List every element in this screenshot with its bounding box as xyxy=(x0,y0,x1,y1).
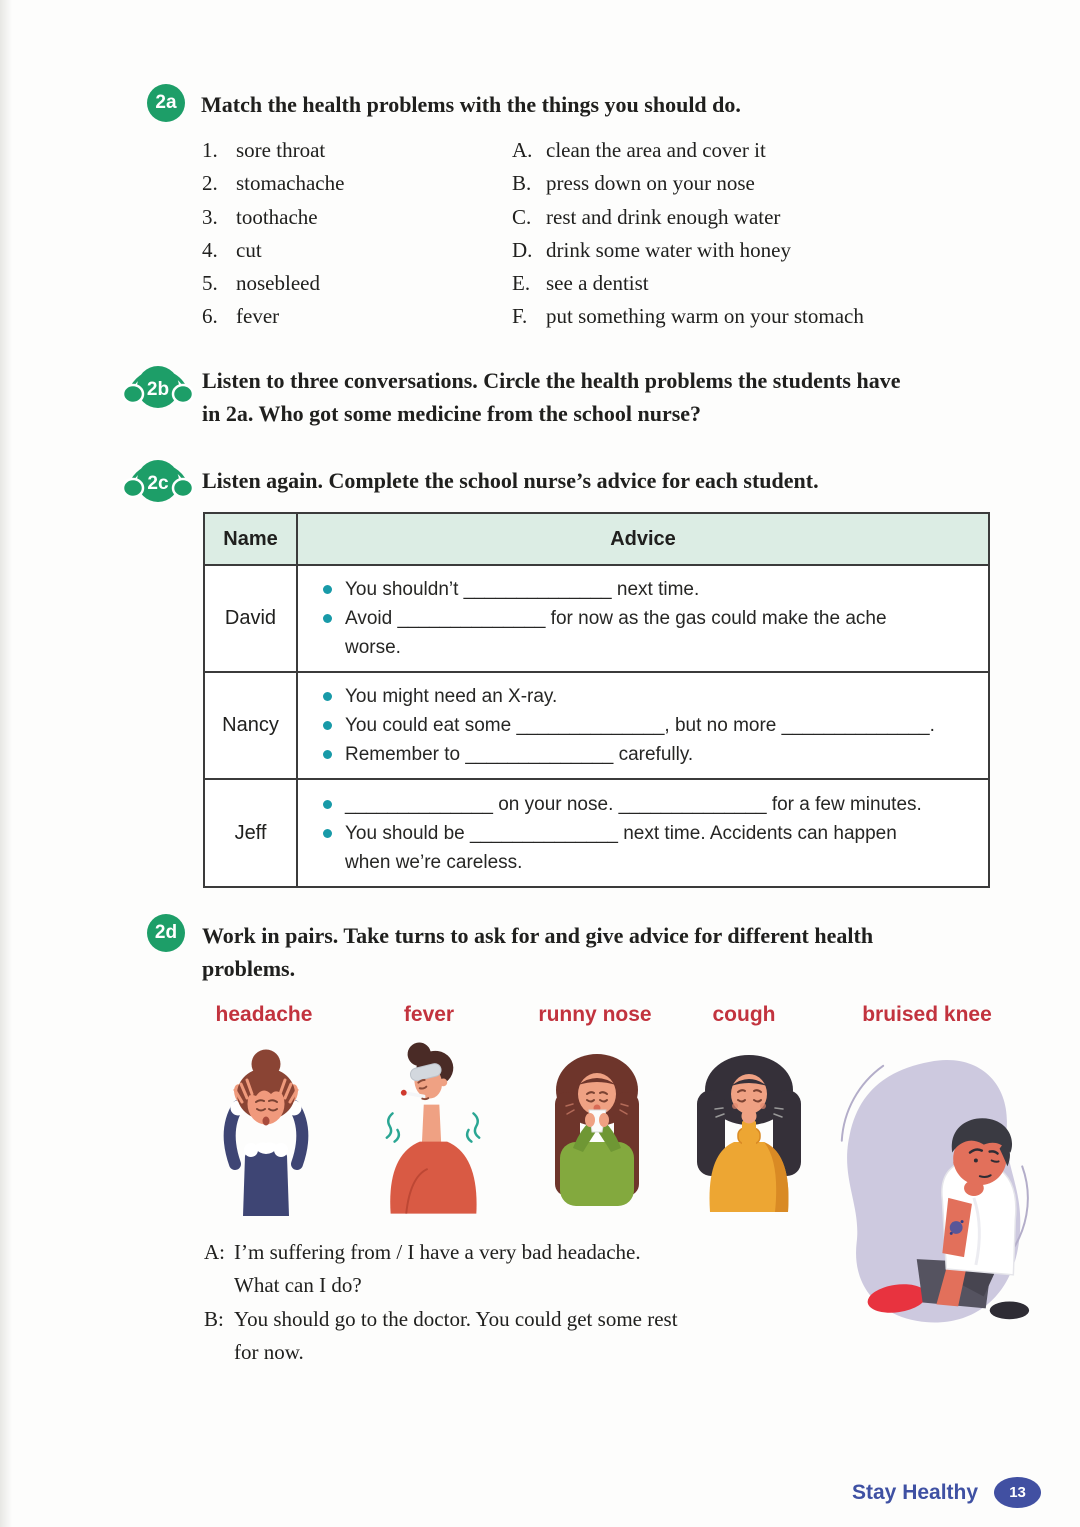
action-letter: D. xyxy=(512,237,533,262)
title-line: problems. xyxy=(202,956,296,981)
advice-line: Avoid ______________ for now as the gas could make the ache xyxy=(345,608,887,629)
bullet-dot-icon xyxy=(323,800,332,809)
advice-line: You could eat some ______________, but no more ______________. xyxy=(345,715,935,736)
bullet-dot-icon xyxy=(323,829,332,838)
section-2b-title xyxy=(202,364,992,430)
action-letter: A. xyxy=(512,138,533,162)
name-column-header: Name xyxy=(205,514,298,564)
cough-illustration xyxy=(690,1050,808,1212)
runny-nose-illustration xyxy=(543,1048,651,1210)
problem-item xyxy=(202,134,344,167)
section-badge-2d: 2d xyxy=(147,914,185,952)
dialogue-entry xyxy=(204,1303,854,1370)
dialogue-line: I’m suffering from / I have a very bad headache. xyxy=(234,1240,641,1264)
advice-text xyxy=(345,740,693,769)
student-name: Jeff xyxy=(205,780,298,886)
table-header-row xyxy=(205,514,988,564)
section-badge-2a: 2a xyxy=(147,84,185,122)
problem-number: 2. xyxy=(202,171,218,196)
table-row xyxy=(205,564,988,671)
action-text: rest and drink enough water xyxy=(546,204,781,229)
action-text: put something warm on your stomach xyxy=(546,304,864,329)
advice-text xyxy=(345,682,557,711)
advice-options-list xyxy=(512,134,864,334)
advice-text xyxy=(345,790,922,819)
advice-column-header: Advice xyxy=(610,527,676,550)
advice-text xyxy=(345,604,887,662)
advice-line: Remember to ______________ carefully. xyxy=(345,744,694,765)
action-letter: B. xyxy=(512,171,532,196)
label-fever: fever xyxy=(403,1003,455,1026)
problem-item xyxy=(202,300,344,333)
problem-text: cut xyxy=(236,237,262,262)
problem-item xyxy=(202,167,344,200)
bullet-dot-icon xyxy=(323,692,332,701)
advice-line: when we’re careless. xyxy=(345,851,523,873)
page-number-badge: 13 xyxy=(994,1477,1041,1508)
action-letter: E. xyxy=(512,271,531,296)
advice-item xyxy=(320,740,974,769)
nurse-advice-table xyxy=(203,512,990,888)
dialogue-entry xyxy=(204,1236,854,1303)
action-item xyxy=(512,134,864,167)
advice-item xyxy=(320,575,974,604)
advice-line: You might need an X-ray. xyxy=(345,686,558,707)
speaker-label: B: xyxy=(204,1306,224,1331)
advice-text xyxy=(345,711,935,740)
health-problems-list xyxy=(202,134,344,334)
advice-item xyxy=(320,790,974,819)
advice-item xyxy=(320,711,974,740)
advice-line: worse. xyxy=(345,637,401,658)
title-line: Listen to three conversations. Circle the health problems the students have xyxy=(202,368,901,393)
problem-number: 5. xyxy=(202,271,218,296)
action-item xyxy=(512,201,864,234)
section-2d-title xyxy=(202,919,982,985)
advice-text xyxy=(345,819,897,877)
problem-item xyxy=(202,201,344,234)
problem-text: stomachache xyxy=(236,171,345,196)
example-dialogue xyxy=(204,1236,854,1370)
advice-cell xyxy=(298,780,988,886)
action-letter: C. xyxy=(512,204,532,229)
problem-number: 1. xyxy=(202,138,218,162)
action-item xyxy=(512,167,864,200)
advice-item xyxy=(320,682,974,711)
label-bruised-knee: bruised knee xyxy=(862,1003,992,1026)
table-row xyxy=(205,671,988,778)
student-name: Nancy xyxy=(205,673,298,778)
dialogue-line: What can I do? xyxy=(234,1273,362,1298)
dialogue-text xyxy=(234,1236,641,1303)
advice-cell xyxy=(298,566,988,671)
headache-illustration xyxy=(211,1044,321,1216)
fever-illustration xyxy=(377,1038,489,1216)
table-row xyxy=(205,778,988,886)
problem-text: sore throat xyxy=(236,138,326,162)
problem-number: 4. xyxy=(202,237,218,262)
action-item xyxy=(512,234,864,267)
action-item xyxy=(512,300,864,333)
section-2a-title: Match the health problems with the things you should do. xyxy=(201,92,741,117)
bullet-dot-icon xyxy=(323,585,332,594)
title-line: Work in pairs. Take turns to ask for and give advice for different health xyxy=(202,923,874,948)
section-badge-2b: 2b xyxy=(146,379,170,400)
bullet-dot-icon xyxy=(323,614,332,623)
unit-title: Stay Healthy xyxy=(852,1480,979,1504)
advice-line: You should be ______________ next time. Accidents can happen xyxy=(345,822,897,844)
dialogue-line: You should go to the doctor. You could get some rest xyxy=(234,1306,678,1331)
problem-item xyxy=(202,234,344,267)
problem-number: 3. xyxy=(202,204,218,229)
action-text: drink some water with honey xyxy=(546,237,791,262)
problem-text: nosebleed xyxy=(236,271,320,296)
advice-item xyxy=(320,604,974,662)
advice-cell xyxy=(298,673,988,778)
section-2c-title: Listen again. Complete the school nurse’s advice for each student. xyxy=(202,468,819,493)
page-edge-shadow xyxy=(0,0,12,1527)
advice-item xyxy=(320,819,974,877)
action-text: see a dentist xyxy=(546,271,649,296)
label-headache: headache xyxy=(215,1003,313,1026)
action-text: press down on your nose xyxy=(546,171,755,196)
action-text: clean the area and cover it xyxy=(546,138,766,162)
student-name: David xyxy=(205,566,298,671)
advice-line: ______________ on your nose. ______________ for a few minutes. xyxy=(345,793,922,815)
bruised-knee-illustration xyxy=(826,1050,1038,1336)
label-cough: cough xyxy=(712,1003,776,1026)
problem-text: toothache xyxy=(236,204,318,229)
action-letter: F. xyxy=(512,304,528,329)
label-runny-nose: runny nose xyxy=(538,1003,652,1026)
page-footer xyxy=(852,1477,1041,1508)
headphones-icon xyxy=(122,352,194,412)
headphones-icon xyxy=(122,446,194,506)
bullet-dot-icon xyxy=(323,750,332,759)
problem-item xyxy=(202,267,344,300)
section-badge-2c: 2c xyxy=(147,473,169,494)
advice-line: You shouldn’t ______________ next time. xyxy=(345,579,700,600)
problem-text: fever xyxy=(236,304,280,329)
dialogue-line: for now. xyxy=(234,1340,304,1365)
advice-text xyxy=(345,575,699,604)
dialogue-text xyxy=(234,1303,678,1370)
title-line: in 2a. Who got some medicine from the school nurse? xyxy=(202,401,702,426)
speaker-label: A: xyxy=(204,1240,225,1264)
problem-number: 6. xyxy=(202,304,218,329)
action-item xyxy=(512,267,864,300)
bullet-dot-icon xyxy=(323,721,332,730)
